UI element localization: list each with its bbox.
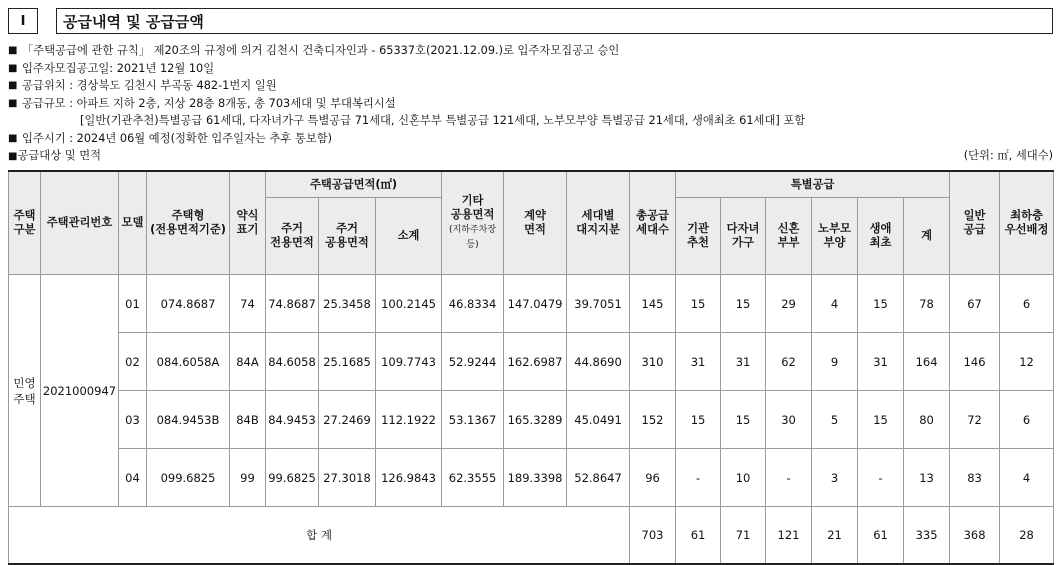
- cell-elderly: 9: [812, 333, 858, 391]
- notice-item: ■ 공급위치 : 경상북도 김천시 부곡동 482-1번지 일원: [8, 77, 1053, 95]
- cell-housing-type: 084.9453B: [147, 391, 230, 449]
- cell-newlywed: 62: [766, 333, 812, 391]
- unit-label: (단위: ㎡, 세대수): [963, 149, 1053, 162]
- cell-type: 민영 주택: [9, 275, 41, 507]
- notice-list: [8, 42, 1053, 165]
- notice-item: ■ 입주자모집공고일: 2021년 12월 10일: [8, 60, 1053, 78]
- table-row: [9, 275, 1054, 333]
- cell-elderly: 3: [812, 449, 858, 507]
- cell-multi-child: 31: [721, 333, 766, 391]
- cell-exclusive: 84.6058: [266, 333, 319, 391]
- header-type: 주택 구분: [9, 171, 41, 275]
- total-elderly: 21: [812, 507, 858, 565]
- header-special-sum: 계: [904, 198, 950, 275]
- header-lowest-floor: 최하층 우선배정: [1000, 171, 1054, 275]
- cell-common: 25.1685: [319, 333, 376, 391]
- cell-model: 04: [119, 449, 147, 507]
- cell-other-common: 53.1367: [442, 391, 504, 449]
- header-supply-area: 주택공급면적(㎡): [266, 171, 442, 198]
- cell-special-sum: 13: [904, 449, 950, 507]
- cell-first-time: 15: [858, 275, 904, 333]
- total-supply: 703: [630, 507, 676, 565]
- cell-housing-type: 074.8687: [147, 275, 230, 333]
- section-title-bar: [8, 8, 1053, 34]
- cell-special-sum: 80: [904, 391, 950, 449]
- square-bullet-icon: ■: [8, 45, 18, 56]
- header-land-share: 세대별 대지지분: [567, 171, 630, 275]
- header-first-time: 생애 최초: [858, 198, 904, 275]
- cell-total-supply: 145: [630, 275, 676, 333]
- total-general: 368: [950, 507, 1000, 565]
- cell-agency: 15: [676, 275, 721, 333]
- cell-general: 146: [950, 333, 1000, 391]
- cell-subtotal: 100.2145: [376, 275, 442, 333]
- cell-subtotal: 112.1922: [376, 391, 442, 449]
- header-contract-area: 계약 면적: [504, 171, 567, 275]
- cell-common: 25.3458: [319, 275, 376, 333]
- header-other-common: 기타 공용면적 (지하주차장 등): [442, 171, 504, 275]
- cell-land-share: 44.8690: [567, 333, 630, 391]
- total-multi-child: 71: [721, 507, 766, 565]
- header-special: 특별공급: [676, 171, 950, 198]
- notice-item: ■ 입주시기 : 2024년 06월 예정(정확한 입주일자는 추후 통보함): [8, 130, 1053, 148]
- cell-contract-area: 147.0479: [504, 275, 567, 333]
- cell-general: 83: [950, 449, 1000, 507]
- cell-exclusive: 74.8687: [266, 275, 319, 333]
- cell-other-common: 52.9244: [442, 333, 504, 391]
- header-model: 모델: [119, 171, 147, 275]
- header-agency: 기관 추천: [676, 198, 721, 275]
- cell-multi-child: 10: [721, 449, 766, 507]
- cell-multi-child: 15: [721, 275, 766, 333]
- square-bullet-icon: ■: [8, 80, 18, 91]
- cell-general: 67: [950, 275, 1000, 333]
- cell-contract-area: 189.3398: [504, 449, 567, 507]
- square-bullet-icon: ■: [8, 132, 18, 144]
- cell-newlywed: 30: [766, 391, 812, 449]
- cell-lowest-floor: 6: [1000, 391, 1054, 449]
- cell-model: 01: [119, 275, 147, 333]
- header-abbr: 약식 표기: [230, 171, 266, 275]
- cell-lowest-floor: 6: [1000, 275, 1054, 333]
- cell-land-share: 52.8647: [567, 449, 630, 507]
- cell-subtotal: 126.9843: [376, 449, 442, 507]
- cell-agency: -: [676, 449, 721, 507]
- cell-newlywed: 29: [766, 275, 812, 333]
- cell-housing-type: 084.6058A: [147, 333, 230, 391]
- section-number: Ⅰ: [8, 8, 38, 34]
- table-row: [9, 333, 1054, 391]
- header-multi-child: 다자녀 가구: [721, 198, 766, 275]
- cell-first-time: 15: [858, 391, 904, 449]
- total-lowest-floor: 28: [1000, 507, 1054, 565]
- total-newlywed: 121: [766, 507, 812, 565]
- total-row: [9, 507, 1054, 565]
- notice-sub-item: [일반(기관추천)특별공급 61세대, 다자녀가구 특별공급 71세대, 신혼부부 특별공급 121세대, 노부모부양 특별공급 21세대, 생애최초 61세대] 포함: [80, 114, 806, 127]
- cell-subtotal: 109.7743: [376, 333, 442, 391]
- cell-abbr: 84B: [230, 391, 266, 449]
- cell-total-supply: 310: [630, 333, 676, 391]
- notice-item: ■공급대상 및 면적 (단위: ㎡, 세대수): [8, 147, 1053, 165]
- total-label: 합 계: [9, 507, 630, 565]
- cell-other-common: 62.3555: [442, 449, 504, 507]
- header-housing-type: 주택형 (전용면적기준): [147, 171, 230, 275]
- cell-elderly: 5: [812, 391, 858, 449]
- cell-multi-child: 15: [721, 391, 766, 449]
- cell-common: 27.2469: [319, 391, 376, 449]
- cell-total-supply: 96: [630, 449, 676, 507]
- section-title: 공급내역 및 공급금액: [56, 8, 1053, 34]
- cell-abbr: 99: [230, 449, 266, 507]
- cell-abbr: 84A: [230, 333, 266, 391]
- cell-land-share: 39.7051: [567, 275, 630, 333]
- cell-total-supply: 152: [630, 391, 676, 449]
- cell-lowest-floor: 4: [1000, 449, 1054, 507]
- header-mgmt-no: 주택관리번호: [41, 171, 119, 275]
- cell-exclusive: 84.9453: [266, 391, 319, 449]
- header-general: 일반 공급: [950, 171, 1000, 275]
- supply-table: [8, 170, 1054, 565]
- cell-model: 02: [119, 333, 147, 391]
- square-bullet-icon: ■: [8, 151, 18, 162]
- total-first-time: 61: [858, 507, 904, 565]
- cell-contract-area: 165.3289: [504, 391, 567, 449]
- square-bullet-icon: ■: [8, 97, 18, 109]
- cell-agency: 15: [676, 391, 721, 449]
- table-row: [9, 449, 1054, 507]
- cell-other-common: 46.8334: [442, 275, 504, 333]
- total-agency: 61: [676, 507, 721, 565]
- cell-special-sum: 78: [904, 275, 950, 333]
- cell-exclusive: 99.6825: [266, 449, 319, 507]
- cell-model: 03: [119, 391, 147, 449]
- table-row: [9, 391, 1054, 449]
- header-total-supply: 총공급 세대수: [630, 171, 676, 275]
- header-subtotal: 소계: [376, 198, 442, 275]
- total-special-sum: 335: [904, 507, 950, 565]
- header-exclusive: 주거 전용면적: [266, 198, 319, 275]
- header-newlywed: 신혼 부부: [766, 198, 812, 275]
- cell-first-time: 31: [858, 333, 904, 391]
- header-elderly: 노부모 부양: [812, 198, 858, 275]
- cell-housing-type: 099.6825: [147, 449, 230, 507]
- cell-land-share: 45.0491: [567, 391, 630, 449]
- cell-mgmt-no: 2021000947: [41, 275, 119, 507]
- square-bullet-icon: ■: [8, 62, 18, 74]
- cell-special-sum: 164: [904, 333, 950, 391]
- header-common: 주거 공용면적: [319, 198, 376, 275]
- cell-abbr: 74: [230, 275, 266, 333]
- cell-contract-area: 162.6987: [504, 333, 567, 391]
- notice-item: ■ 공급규모 : 아파트 지하 2층, 지상 28층 8개동, 총 703세대 및 부대복리시설: [8, 95, 1053, 113]
- cell-lowest-floor: 12: [1000, 333, 1054, 391]
- cell-newlywed: -: [766, 449, 812, 507]
- cell-general: 72: [950, 391, 1000, 449]
- cell-elderly: 4: [812, 275, 858, 333]
- cell-first-time: -: [858, 449, 904, 507]
- cell-common: 27.3018: [319, 449, 376, 507]
- notice-item: ■ 「주택공급에 관한 규칙」 제20조의 규정에 의거 김천시 건축디자인과 - 65337호(2021.12.09.)로 입주자모집공고 승인: [8, 42, 1053, 60]
- cell-agency: 31: [676, 333, 721, 391]
